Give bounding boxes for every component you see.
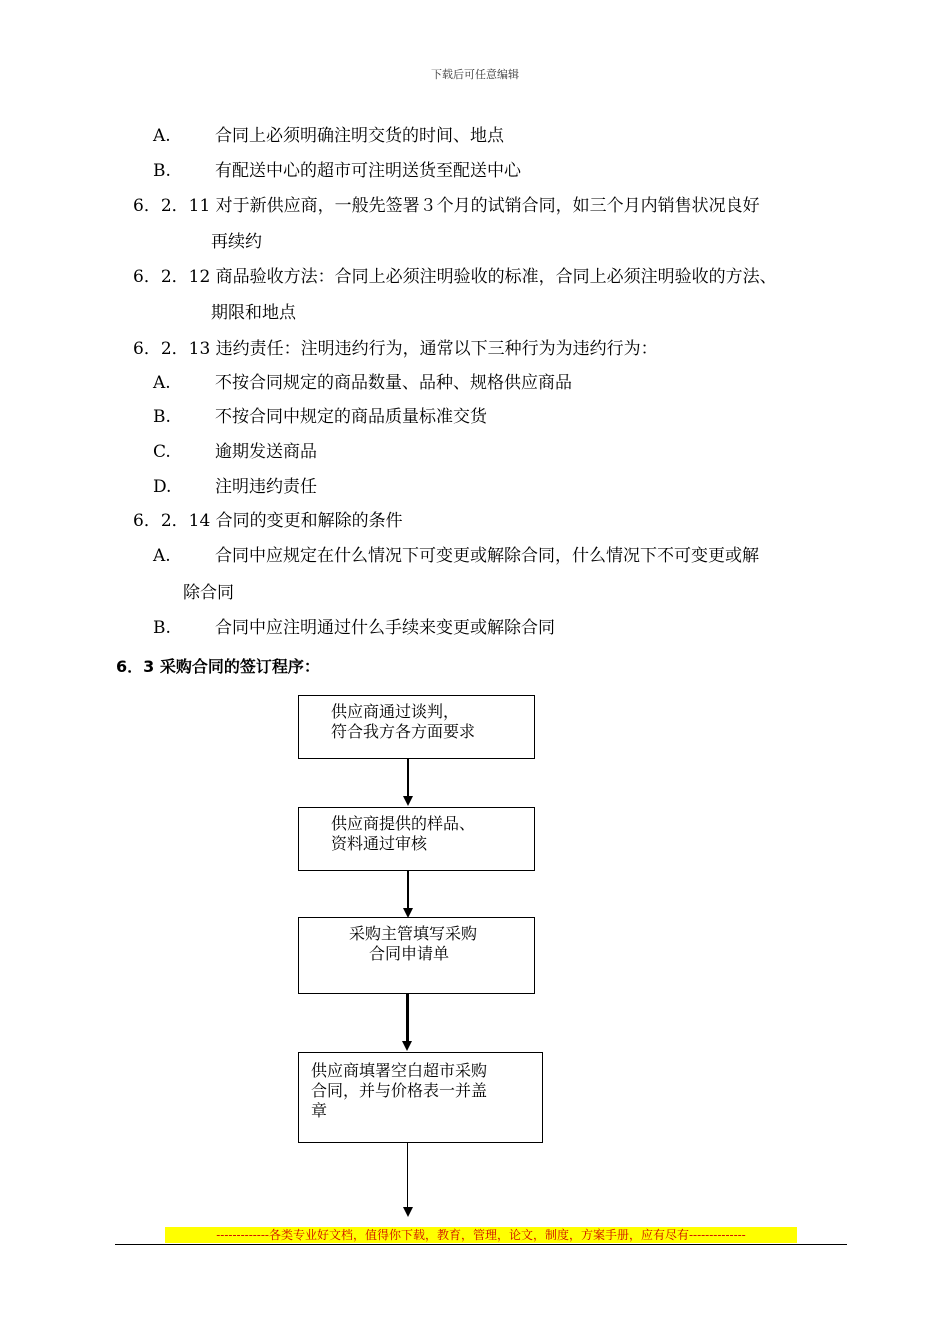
item-text: 合同中应规定在什么情况下可变更或解除合同，什么情况下不可变更或解 <box>215 546 759 566</box>
clause-text: 商品验收方法：合同上必须注明验收的标准，合同上必须注明验收的方法、 <box>215 267 777 287</box>
flow-step-line: 供应商通过谈判， <box>331 702 460 721</box>
clause-text: 合同的变更和解除的条件 <box>215 511 403 531</box>
item-text: 合同上必须明确注明交货的时间、地点 <box>215 126 504 146</box>
clause-text: 对于新供应商，一般先签署３个月的试销合同，如三个月内销售状况良好 <box>215 196 760 216</box>
flow-arrow-line <box>406 994 409 1042</box>
list-item <box>153 618 555 638</box>
item-text: 不按合同中规定的商品质量标准交货 <box>215 407 487 427</box>
item-label: B. <box>153 161 171 181</box>
item-continuation: 除合同 <box>183 583 234 603</box>
item-text: 逾期发送商品 <box>215 442 317 462</box>
flow-step-line: 符合我方各方面要求 <box>331 722 476 741</box>
list-item <box>153 373 572 393</box>
list-item <box>153 126 504 146</box>
clause-number: 6．2．13 <box>133 339 211 359</box>
flow-step-4 <box>298 1052 543 1143</box>
flow-step-3 <box>298 917 535 994</box>
clause-continuation: 期限和地点 <box>211 303 296 323</box>
flow-step-line: 供应商提供的样品、 <box>331 814 476 833</box>
item-label: B. <box>153 618 171 638</box>
item-label: A. <box>153 373 171 393</box>
flow-arrow-head <box>403 1207 413 1217</box>
item-label: A. <box>153 126 171 146</box>
flow-arrow-head <box>403 796 413 806</box>
item-label: D. <box>153 477 172 497</box>
flow-step-line: 供应商填署空白超市采购 <box>311 1061 488 1080</box>
footer-rule <box>115 1244 847 1245</box>
item-label: A. <box>153 546 171 566</box>
list-item <box>153 407 487 427</box>
item-text: 注明违约责任 <box>215 477 317 497</box>
item-label: C. <box>153 442 171 462</box>
item-text: 不按合同规定的商品数量、品种、规格供应商品 <box>215 373 572 393</box>
flow-step-2 <box>298 807 535 871</box>
item-label: B. <box>153 407 171 427</box>
flow-step-line: 资料通过审核 <box>331 834 428 853</box>
flow-step-1 <box>298 695 535 759</box>
flow-step-line: 章 <box>311 1101 328 1120</box>
footer-banner: -------------各类专业好文档，值得你下载，教育，管理，论文，制度，方案手册，应有尽有-------------- <box>165 1227 797 1243</box>
list-item <box>153 546 759 566</box>
list-item <box>153 161 521 181</box>
clause-number: 6．2．12 <box>133 267 211 287</box>
flow-arrow-line <box>407 1143 408 1209</box>
flow-step-line: 合同，并与价格表一并盖 <box>311 1081 488 1100</box>
clause-text: 违约责任：注明违约行为，通常以下三种行为为违约行为： <box>215 339 658 359</box>
flow-arrow-head <box>402 1041 412 1051</box>
flow-step-line: 合同申请单 <box>369 944 450 963</box>
list-item <box>153 477 317 497</box>
flow-arrow-line <box>407 759 409 797</box>
clause <box>133 511 403 531</box>
page-header: 下载后可任意编辑 <box>431 68 519 81</box>
item-text: 有配送中心的超市可注明送货至配送中心 <box>215 161 521 181</box>
item-text: 合同中应注明通过什么手续来变更或解除合同 <box>215 618 555 638</box>
section-heading: 6．3 采购合同的签订程序： <box>116 657 320 676</box>
clause-number: 6．2．11 <box>133 196 211 216</box>
clause <box>133 196 760 216</box>
clause <box>133 267 777 287</box>
clause-continuation: 再续约 <box>211 232 262 252</box>
list-item <box>153 442 317 462</box>
flow-arrow-line <box>407 871 409 909</box>
flow-step-line: 采购主管填写采购 <box>349 924 478 943</box>
clause <box>133 339 658 359</box>
clause-number: 6．2．14 <box>133 511 211 531</box>
